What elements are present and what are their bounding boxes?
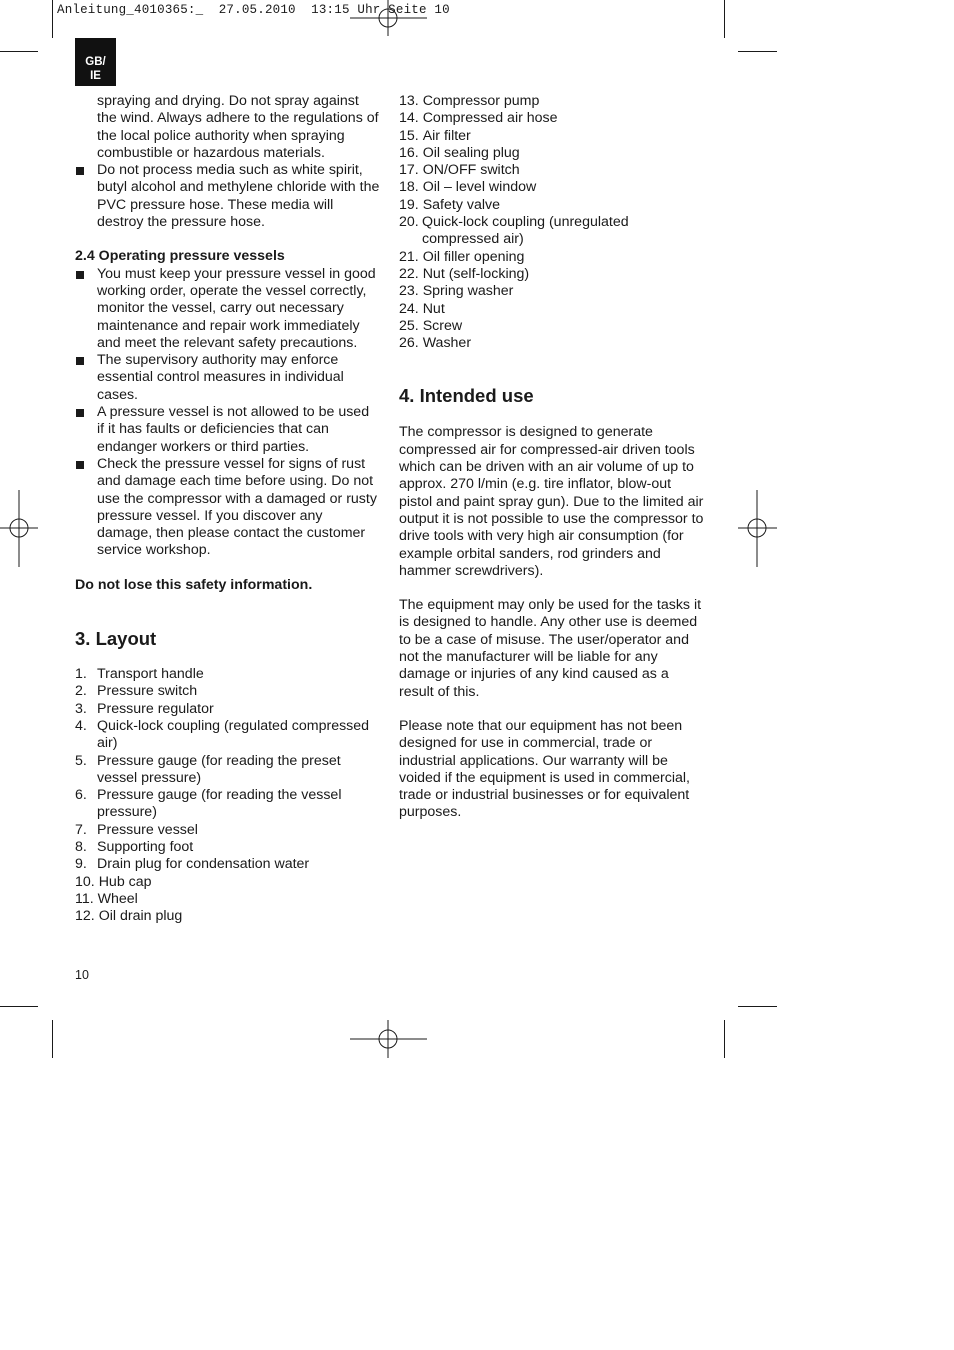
layout-list-continued	[399, 93, 704, 352]
language-badge-line2: IE	[90, 70, 101, 82]
list-item: 26. Washer	[399, 335, 472, 352]
header-date: 27.05.2010	[218, 3, 296, 17]
list-item: 6. Pressure gauge (for reading the vessel pressure)	[75, 787, 342, 821]
layout-heading: 3. Layout	[75, 628, 157, 650]
list-item: 23. Spring washer	[399, 283, 514, 300]
list-item: 13. Compressor pump	[399, 93, 540, 109]
list-item: 11. Wheel	[75, 890, 138, 907]
list-item: 7. Pressure vessel	[75, 821, 198, 838]
list-item: 9. Drain plug for condensation water	[75, 856, 310, 873]
list-item: 18. Oil – level window	[399, 179, 537, 196]
media-bullet-list	[75, 162, 380, 231]
intended-use-heading: 4. Intended use	[399, 385, 534, 407]
list-item: 19. Safety valve	[399, 196, 500, 213]
header-page-ref: Seite 10	[388, 3, 450, 17]
intended-use-paragraph: The compressor is designed to generate compressed air for compressed-air driven tools which can be driven with an air volume of up to approx. 270 l/min (e.g. tire inflator, blow-out pistol and paint spray gun). Due to the limited air output it is not possible to use the compressor to drive tools with very high air consumption (for example orbital sanders, rod grinders and hammer screwdrivers).	[399, 424, 704, 579]
list-item: Check the pressure vessel for signs of rust and damage each time before using. Do not use the compressor with a damaged or rusty pressure vessel. If you discover any damage, then please contact the customer service workshop.	[75, 456, 380, 560]
language-badge	[75, 38, 116, 86]
intended-use-paragraph: Please note that our equipment has not been designed for use in commercial, trade or industrial applications. Our warranty will be voided if the equipment is used in commercial, trade or industrial businesses or for equivalent purposes.	[399, 717, 690, 821]
list-item: 15. Air filter	[399, 127, 471, 144]
list-item: 3. Pressure regulator	[75, 700, 214, 717]
pressure-vessel-bullet-list	[75, 266, 380, 560]
list-item: 1. Transport handle	[75, 666, 204, 683]
list-item: Do not process media such as white spirit, butyl alcohol and methylene chloride with the PVC pressure hose. These media will destroy the pressure hose.	[75, 162, 380, 231]
header-file-name: Anleitung_4010365:_	[57, 3, 204, 17]
list-item: 25. Screw	[399, 317, 463, 334]
list-item: A pressure vessel is not allowed to be used if it has faults or deficiencies that can endanger workers or third parties.	[75, 404, 380, 456]
section-2-4-heading: 2.4 Operating pressure vessels	[75, 248, 285, 265]
list-item: 17. ON/OFF switch	[399, 162, 520, 179]
list-item: 8. Supporting foot	[75, 838, 194, 855]
page-number: 10	[75, 968, 89, 982]
list-item: 24. Nut	[399, 300, 445, 317]
list-item: 20. Quick-lock coupling (unregulated compressed air)	[399, 214, 629, 248]
list-item: 22. Nut (self-locking)	[399, 265, 530, 282]
list-item: 16. Oil sealing plug	[399, 144, 520, 161]
left-column	[75, 93, 380, 925]
list-item: 2. Pressure switch	[75, 683, 198, 700]
list-item: 14. Compressed air hose	[399, 110, 558, 127]
intended-use-paragraph: The equipment may only be used for the tasks it is designed to handle. Any other use is deemed to be a case of misuse. The user/operator and not the manufacturer will be liable for any damage or injuries of any kind caused as a result of this.	[399, 597, 702, 700]
header-time: 13:15 Uhr	[311, 3, 381, 17]
list-item: 21. Oil filler opening	[399, 248, 525, 265]
right-column	[399, 93, 704, 822]
list-item: 12. Oil drain plug	[75, 908, 183, 925]
list-item: 10. Hub cap	[75, 873, 152, 890]
list-item: You must keep your pressure vessel in good working order, operate the vessel correctly, monitor the vessel, carry out necessary maintenance and repair work immediately and meet the relevant safety precautions.	[75, 266, 380, 352]
language-badge-line1: GB/	[85, 56, 106, 68]
safety-note: Do not lose this safety information.	[75, 576, 313, 593]
layout-list	[75, 666, 380, 925]
continuation-paragraph: spraying and drying. Do not spray against the wind. Always adhere to the regulations of the local police authority when spraying combustible or hazardous materials.	[97, 93, 379, 161]
list-item: 4. Quick-lock coupling (regulated compressed air)	[75, 717, 370, 752]
list-item: 5. Pressure gauge (for reading the preset vessel pressure)	[75, 752, 341, 786]
list-item: The supervisory authority may enforce essential control measures in individual cases.	[75, 352, 380, 404]
